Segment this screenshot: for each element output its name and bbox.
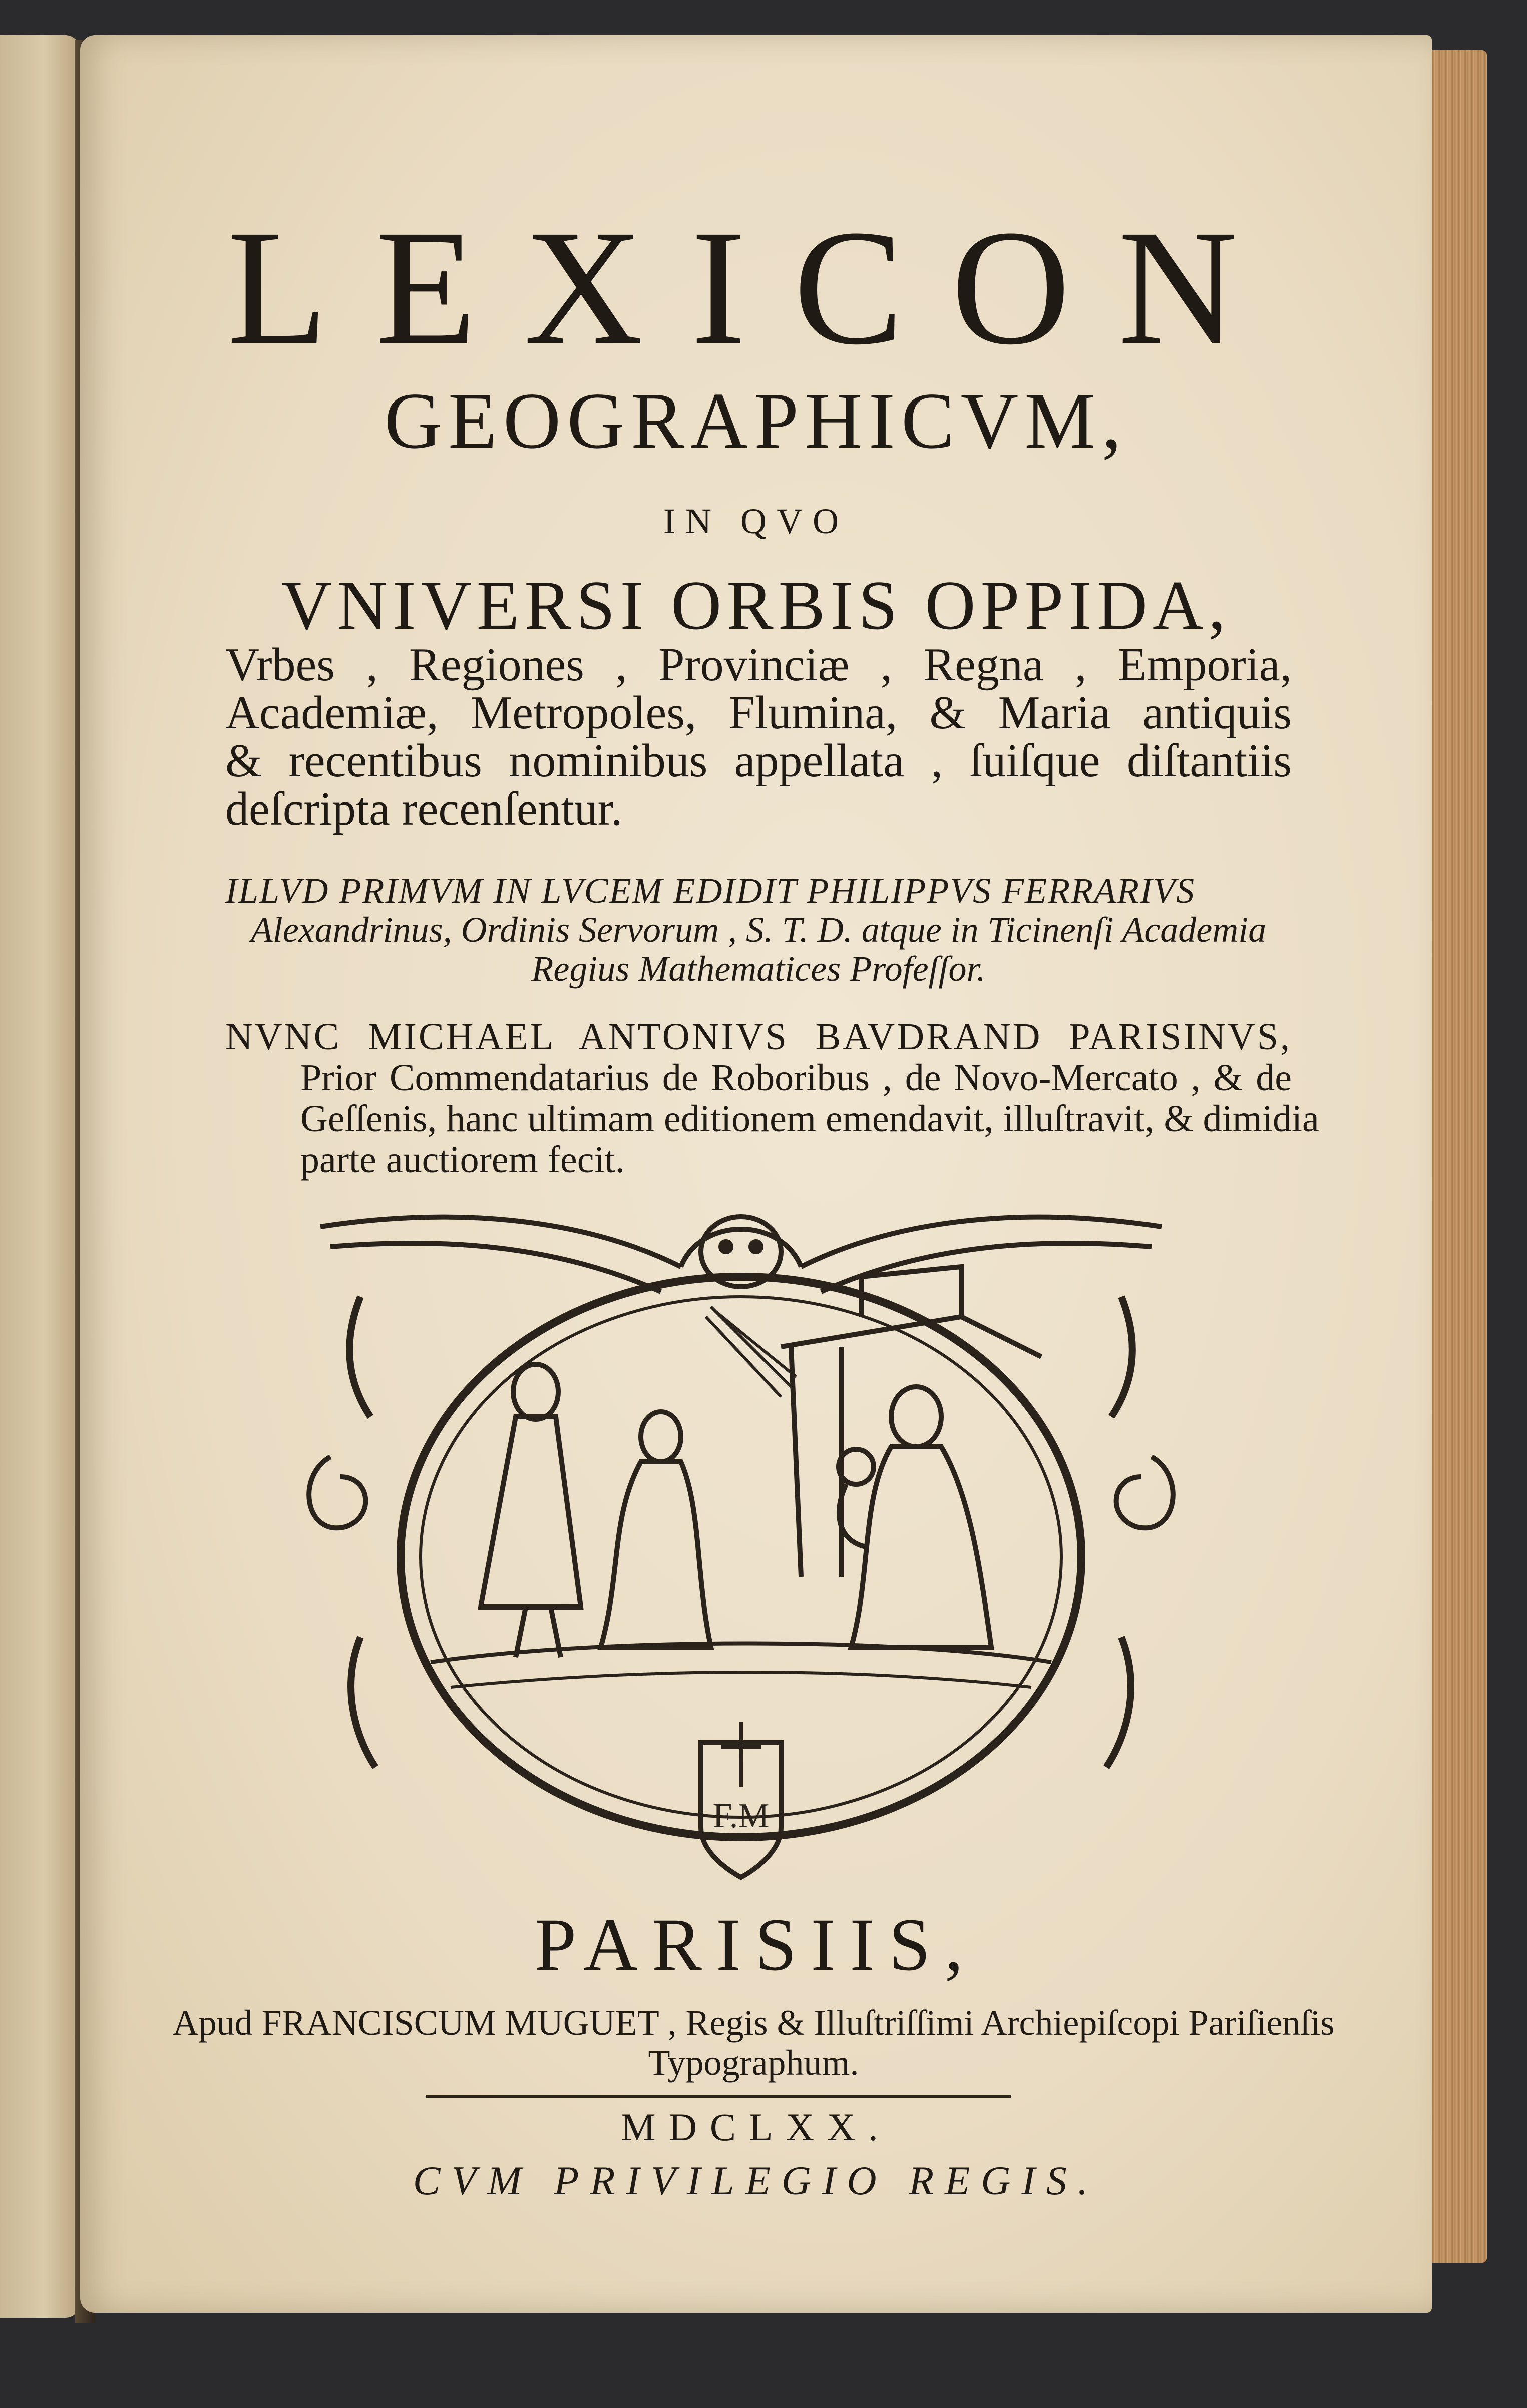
editor-paragraph xyxy=(225,1016,1319,1181)
left-page xyxy=(0,35,80,2318)
description-paragraph xyxy=(225,641,1292,833)
description-line: & recentibus nominibus appellata , ſuiſque diſtantiis xyxy=(225,735,1292,787)
title-page xyxy=(80,35,1432,2313)
book-title: LEXICON xyxy=(227,196,1285,379)
imprint-printer-line: Apud FRANCISCUM MUGUET , Regis & Illuſtriſſimi Archiepiſcopi Pariſienſis xyxy=(172,2002,1335,2043)
description-line: Academiæ, Metropoles, Flumina, & Maria antiquis xyxy=(225,687,1292,739)
imprint-date: MDCLXX. xyxy=(621,2105,891,2149)
original-author-paragraph xyxy=(225,871,1292,988)
editor-line: NVNC MICHAEL ANTONIVS BAVDRAND PARISINVS, xyxy=(225,1016,1292,1058)
book-subtitle: GEOGRAPHICVM, xyxy=(384,376,1128,465)
description-line: deſcripta recenſentur. xyxy=(225,783,623,835)
description-line: Vrbes , Regiones , Provinciæ , Regna , Emporia, xyxy=(225,639,1292,691)
printer-mark-initials: F.M xyxy=(712,1797,770,1835)
imprint-place: PARISIIS, xyxy=(534,1903,978,1986)
universi-line: VNIVERSI ORBIS OPPIDA, xyxy=(281,567,1231,644)
imprint-rule xyxy=(426,2095,1011,2098)
in-quo-line: IN QVO xyxy=(663,501,849,541)
editor-line: Geſſenis, hanc ultimam editionem emendavit, illuſtravit, & dimidia xyxy=(300,1098,1319,1140)
privilege-line: CVM PRIVILEGIO REGIS. xyxy=(413,2158,1099,2203)
original-author-line: Alexandrinus, Ordinis Servorum , S. T. D. atque in Ticinenſi Academia xyxy=(250,910,1267,950)
printer-device-woodcut xyxy=(300,1196,1182,1897)
imprint-printer-line: Typographum. xyxy=(648,2043,859,2083)
original-author-line: ILLVD PRIMVM IN LVCEM EDIDIT PHILIPPVS FERRARIVS xyxy=(225,871,1195,911)
imprint-printer xyxy=(155,2002,1352,2083)
editor-line: Prior Commendatarius de Roboribus , de Novo-Mercato , & de xyxy=(300,1057,1292,1099)
original-author-line: Regius Mathematices Profeſſor. xyxy=(531,949,986,989)
editor-line: parte auctiorem fecit. xyxy=(300,1139,625,1181)
